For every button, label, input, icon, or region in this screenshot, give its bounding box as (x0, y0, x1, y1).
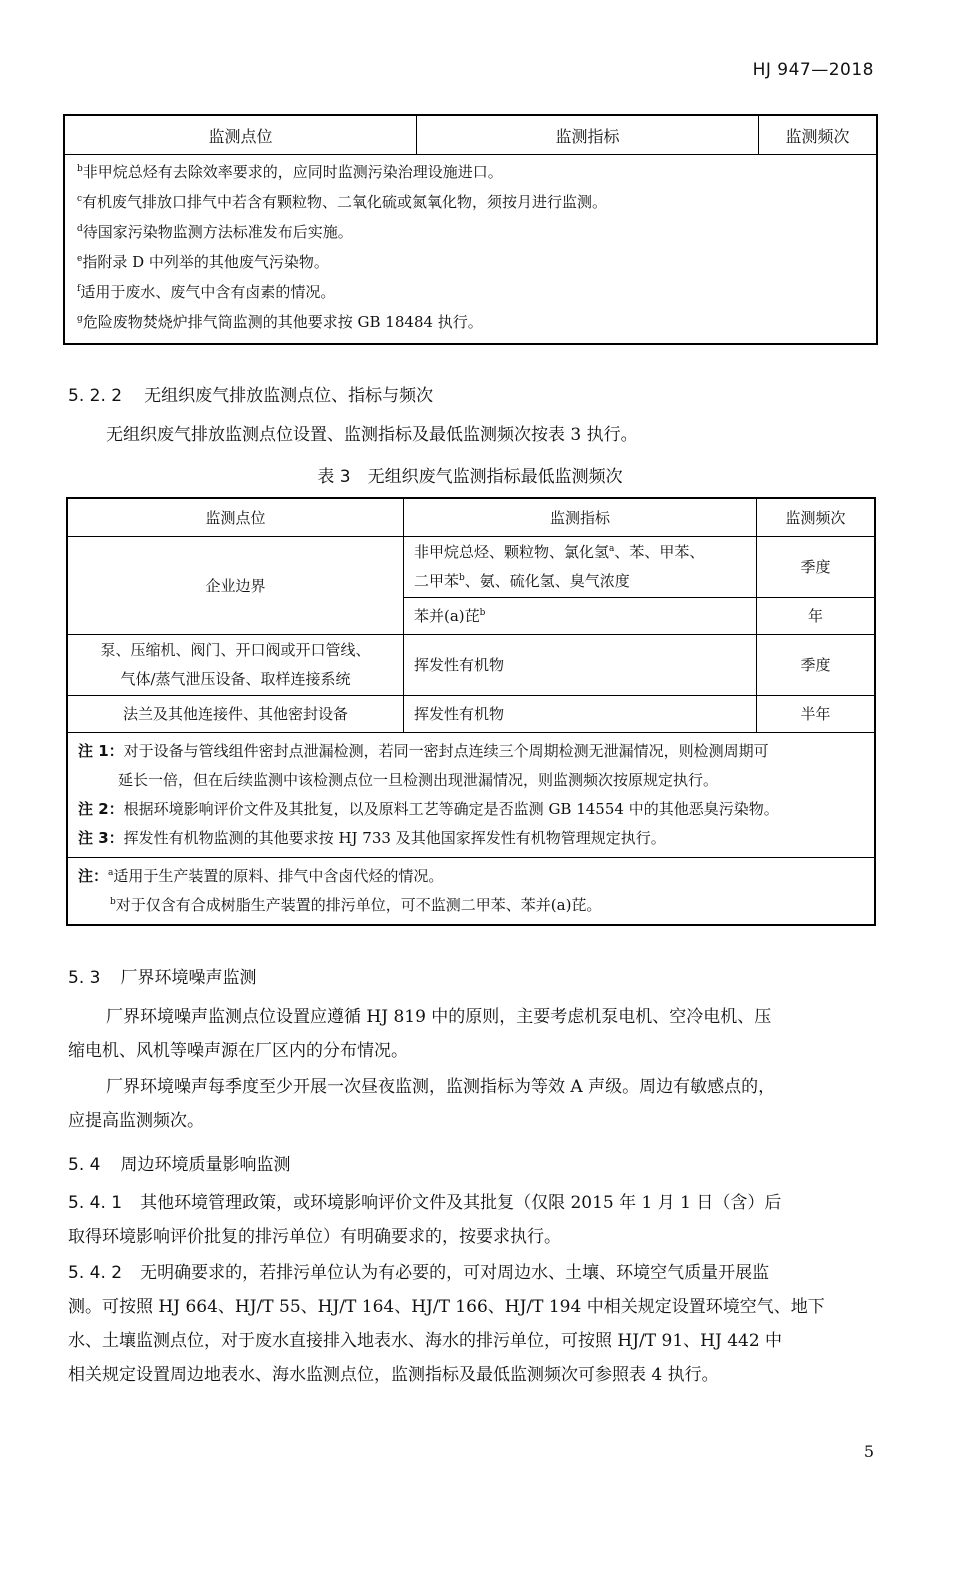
table3-row1-frequency: 季度 (757, 536, 876, 597)
table-row (67, 634, 875, 695)
note-line: 注 3：挥发性有机物监测的其他要求按 HJ 733 及其他国家挥发性有机物管理规定执行。 (78, 828, 666, 847)
table3-header-frequency: 监测频次 (757, 498, 876, 536)
note-line: $^g$危险废物焚烧炉排气筒监测的其他要求按 GB 18484 执行。 (77, 313, 483, 331)
table3-row2-frequency: 季度 (757, 634, 876, 695)
section-title: 厂界环境噪声监测 (120, 968, 257, 988)
table-prev-continuation (63, 114, 878, 345)
table3-caption: 表 3 无组织废气监测指标最低监测频次 (317, 467, 623, 487)
table3-notes-numbered (67, 732, 875, 857)
table3 (66, 497, 876, 926)
table-row (67, 695, 875, 732)
table3-row1-indicator: 非甲烷总烃、颗粒物、氯化氢$^a$、苯、甲苯、 二甲苯$^b$、氨、硫化氢、臭气浓度 (404, 536, 757, 597)
note-line: $^b$非甲烷总烃有去除效率要求的，应同时监测污染治理设施进口。 (77, 163, 503, 181)
table3-row3-location: 法兰及其他连接件、其他密封设备 (67, 695, 404, 732)
note-line: $^d$待国家污染物监测方法标准发布后实施。 (77, 223, 353, 241)
section-number: 5. 3 (68, 968, 101, 988)
section-title: 无组织废气排放监测点位、指标与频次 (144, 386, 434, 406)
table-prev-header-frequency: 监测频次 (759, 115, 878, 155)
section-54-heading (68, 1150, 290, 1175)
section-541: 5. 4. 1 其他环境管理政策，或环境影响评价文件及其批复（仅限 2015 年 1 月 1 日（含）后 取得环境影响评价批复的排污单位）有明确要求的，按要求执行。 (68, 1193, 782, 1247)
note-line: $^b$对于仅含有合成树脂生产装置的排污单位，可不监测二甲苯、苯并(a)芘。 (110, 895, 602, 914)
section-53-p1: 厂界环境噪声监测点位设置应遵循 HJ 819 中的原则，主要考虑机泵电机、空冷电机、压 缩电机、风机等噪声源在厂区内的分布情况。 (68, 1007, 772, 1061)
table3-row1-location: 企业边界 (67, 536, 404, 634)
table3-header-row (67, 498, 875, 536)
table3-header-indicator: 监测指标 (404, 498, 757, 536)
table3-row1b-indicator: 苯并(a)芘$^b$ (404, 597, 757, 634)
table-prev-notes (64, 155, 877, 345)
note-line: $^e$指附录 D 中列举的其他废气污染物。 (77, 253, 329, 271)
note-line: 注：$^a$适用于生产装置的原料、排气中含卤代烃的情况。 (78, 866, 444, 885)
table3-header-location: 监测点位 (67, 498, 404, 536)
section-number: 5. 2. 2 (68, 386, 123, 406)
table3-row1b-frequency: 年 (757, 597, 876, 634)
section-522-heading (68, 381, 433, 406)
note-line: 注 2：根据环境影响评价文件及其批复，以及原料工艺等确定是否监测 GB 14554 中的其他恶臭污染物。 (78, 799, 779, 818)
table-row (67, 536, 875, 597)
section-number: 5. 4 (68, 1155, 101, 1175)
note-line: $^c$有机废气排放口排气中若含有颗粒物、二氧化硫或氮氧化物，须按月进行监测。 (77, 193, 608, 211)
table3-row3-frequency: 半年 (757, 695, 876, 732)
table-prev-header-indicator: 监测指标 (417, 115, 759, 155)
section-522-text: 无组织废气排放监测点位设置、监测指标及最低监测频次按表 3 执行。 (106, 425, 638, 445)
note-line: 延长一倍，但在后续监测中该检测点位一旦检测出现泄漏情况，则监测频次按原规定执行。 (118, 770, 719, 789)
note-line: $^f$适用于废水、废气中含有卤素的情况。 (77, 283, 336, 301)
doc-code: HJ 947—2018 (752, 60, 874, 80)
table3-row2-indicator: 挥发性有机物 (404, 634, 757, 695)
section-53-heading (68, 963, 256, 988)
table3-row3-indicator: 挥发性有机物 (404, 695, 757, 732)
section-title: 周边环境质量影响监测 (120, 1155, 291, 1175)
table-prev-header-row (64, 115, 877, 155)
page-number: 5 (863, 1442, 874, 1461)
section-53-p2: 厂界环境噪声每季度至少开展一次昼夜监测，监测指标为等效 A 声级。周边有敏感点的， 应提高监测频次。 (68, 1077, 776, 1131)
note-line: 注 1：对于设备与管线组件密封点泄漏检测，若同一密封点连续三个周期检测无泄漏情况，则检测周期可 (78, 741, 769, 760)
table3-row2-location: 泵、压缩机、阀门、开口阀或开口管线、 气体/蒸气泄压设备、取样连接系统 (67, 634, 404, 695)
section-542: 5. 4. 2 无明确要求的，若排污单位认为有必要的，可对周边水、土壤、环境空气质量开展监 测。可按照 HJ 664、HJ/T 55、HJ/T 164、HJ/T 166、HJ/T 194 中相关规定设置环境空气、地下 水、土壤监测点位，对于废水直接排入地表水、海水的排污单位，可按照 HJ/T 91、HJ 442 中 相关规定设置周边地表水、海水监测点位，监测指标及最低监测频次可参照表 4 执行。 (68, 1263, 825, 1385)
table-prev-header-location: 监测点位 (64, 115, 417, 155)
table3-notes-footnotes (67, 857, 875, 925)
